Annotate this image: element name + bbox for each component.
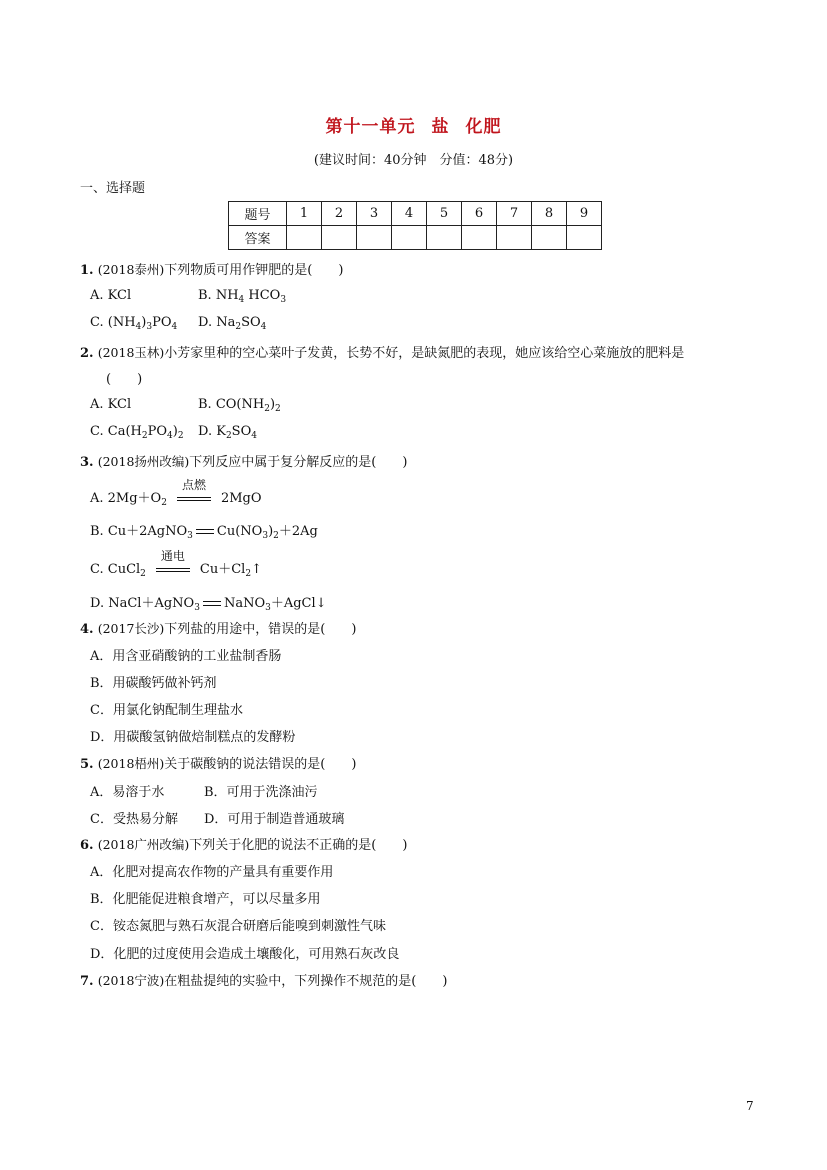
reaction-condition: 点燃 xyxy=(177,492,211,506)
page-subtitle: (建议时间：40分钟 分值：48分) xyxy=(313,153,514,168)
option-c: C. $Ca(H_2PO_4)_2$ xyxy=(90,424,184,441)
question-source: (2018泰州) xyxy=(97,262,165,277)
question-stem: 下列关于化肥的说法不正确的是( ) xyxy=(189,838,408,853)
page-number: 7 xyxy=(746,1099,754,1113)
option-d: D．化肥的过度使用会造成土壤酸化，可用熟石灰改良 xyxy=(90,947,400,962)
answer-cell[interactable] xyxy=(392,226,427,250)
option-a: A．化肥对提高农作物的产量具有重要作用 xyxy=(90,865,334,880)
page-title: 第十一单元 盐 化肥 xyxy=(325,117,502,137)
option-a: A. KCl xyxy=(90,288,132,303)
option-b: B. $NH_4$ $HCO_3$ xyxy=(198,288,287,305)
option-c: C．用氯化钠配制生理盐水 xyxy=(90,703,243,718)
option-c: C．受热易分解 xyxy=(90,812,178,827)
table-cell: 8 xyxy=(532,202,567,226)
option-b: B．化肥能促进粮食增产，可以尽量多用 xyxy=(90,892,321,907)
table-cell: 5 xyxy=(427,202,462,226)
table-cell: 4 xyxy=(392,202,427,226)
question-3: 3. (2018扬州改编)下列反应中属于复分解反应的是( ) xyxy=(80,454,408,470)
question-source: (2018玉林) xyxy=(97,345,165,360)
question-stem: 下列反应中属于复分解反应的是( ) xyxy=(189,455,408,470)
answer-table xyxy=(228,201,602,250)
question-stem: 关于碳酸钠的说法错误的是( ) xyxy=(164,757,357,772)
question-7: 7. (2018宁波)在粗盐提纯的实验中，下列操作不规范的是( ) xyxy=(80,973,448,989)
option-d: D．用碳酸氢钠做焙制糕点的发酵粉 xyxy=(90,730,296,745)
option-a: A. KCl xyxy=(90,397,132,412)
option-b: B．用碳酸钙做补钙剂 xyxy=(90,676,217,691)
question-stem: 在粗盐提纯的实验中，下列操作不规范的是( ) xyxy=(164,974,448,989)
answer-cell[interactable] xyxy=(287,226,322,250)
question-source: (2018梧州) xyxy=(97,756,165,771)
option-b: B. $CO(NH_2)_2$ xyxy=(198,397,281,414)
question-stem: 小芳家里种的空心菜叶子发黄，长势不好，是缺氮肥的表现，她应该给空心菜施放的肥料是 xyxy=(164,346,685,361)
question-source: (2017长沙) xyxy=(97,621,165,636)
answer-cell[interactable] xyxy=(497,226,532,250)
answer-cell[interactable] xyxy=(357,226,392,250)
table-row xyxy=(229,226,602,250)
answer-cell[interactable] xyxy=(567,226,602,250)
option-a: A．易溶于水 xyxy=(90,785,165,800)
question-stem: 下列物质可用作钾肥的是( ) xyxy=(164,263,344,278)
reaction-condition: 通电 xyxy=(156,563,190,577)
question-6: 6. (2018广州改编)下列关于化肥的说法不正确的是( ) xyxy=(80,837,408,853)
table-cell: 9 xyxy=(567,202,602,226)
table-row xyxy=(229,202,602,226)
table-cell: 3 xyxy=(357,202,392,226)
option-b: B．可用于洗涤油污 xyxy=(204,785,318,800)
answer-cell[interactable] xyxy=(427,226,462,250)
question-4: 4. (2017长沙)下列盐的用途中，错误的是( ) xyxy=(80,621,357,637)
answer-cell[interactable] xyxy=(462,226,497,250)
option-a: A. $2Mg+O_2$ 点燃 2MgO xyxy=(90,477,262,508)
question-source: (2018扬州改编) xyxy=(97,454,190,469)
option-a: A．用含亚硝酸钠的工业盐制香肠 xyxy=(90,649,282,664)
option-d: D. $Na_2SO_4$ xyxy=(198,315,267,332)
question-source: (2018宁波) xyxy=(97,973,165,988)
option-d: D．可用于制造普通玻璃 xyxy=(204,812,345,827)
option-c: C．铵态氮肥与熟石灰混合研磨后能嗅到刺激性气味 xyxy=(90,919,386,934)
option-d: D. $K_2SO_4$ xyxy=(198,424,257,441)
question-1: 1. (2018泰州)下列物质可用作钾肥的是( ) xyxy=(80,262,344,278)
table-cell: 6 xyxy=(462,202,497,226)
table-cell: 2 xyxy=(322,202,357,226)
section-heading: 一、选择题 xyxy=(80,181,146,196)
answer-cell[interactable] xyxy=(322,226,357,250)
option-c: C. CuCl$_2$ 通电 $Cu+Cl_2↑$ xyxy=(90,548,262,579)
answer-cell[interactable] xyxy=(532,226,567,250)
question-5: 5. (2018梧州)关于碳酸钠的说法错误的是( ) xyxy=(80,756,357,772)
option-c: C. $(NH_4)_3PO_4$ xyxy=(90,315,178,332)
question-stem: 下列盐的用途中，错误的是( ) xyxy=(164,622,357,637)
answer-blank: ( ) xyxy=(106,372,143,387)
question-source: (2018广州改编) xyxy=(97,837,190,852)
table-cell: 1 xyxy=(287,202,322,226)
option-d: D. NaCl＋AgNO$_3$ NaNO$_3$＋AgCl↓ xyxy=(90,596,327,613)
table-cell-label: 答案 xyxy=(229,226,287,250)
option-b: B. Cu＋2AgNO$_3$ $Cu(NO_3)_2+2Ag$ xyxy=(90,524,318,541)
table-cell: 7 xyxy=(497,202,532,226)
table-cell-label: 题号 xyxy=(229,202,287,226)
question-2: 2. (2018玉林)小芳家里种的空心菜叶子发黄，长势不好，是缺氮肥的表现，她应该给空心菜施放的肥料是 xyxy=(80,345,685,361)
